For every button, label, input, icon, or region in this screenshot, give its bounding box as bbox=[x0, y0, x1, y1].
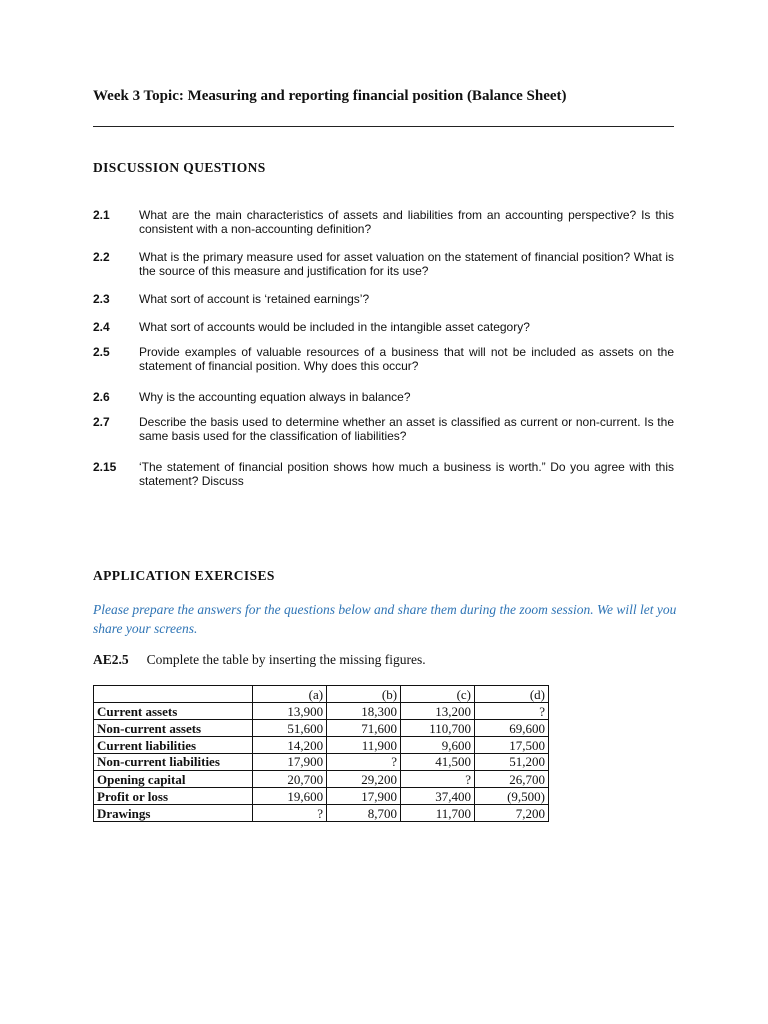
table-cell: 14,200 bbox=[253, 737, 327, 754]
table-cell: 110,700 bbox=[401, 720, 475, 737]
row-label: Drawings bbox=[94, 805, 253, 822]
table-cell: 18,300 bbox=[327, 703, 401, 720]
table-row bbox=[94, 737, 549, 754]
question-text: What sort of accounts would be included in the intangible asset category? bbox=[139, 320, 530, 334]
question-number: 2.15 bbox=[93, 460, 117, 474]
table-row bbox=[94, 754, 549, 771]
table-cell: 51,600 bbox=[253, 720, 327, 737]
missing-figures-table bbox=[93, 685, 549, 822]
question-text: ‘The statement of financial position shows how much a business is worth.” Do you agree with this statement? Discuss bbox=[139, 460, 674, 488]
question-number: 2.5 bbox=[93, 345, 110, 359]
question-number: 2.2 bbox=[93, 250, 110, 264]
table-row bbox=[94, 788, 549, 805]
table-cell: 51,200 bbox=[475, 754, 549, 771]
table-cell: ? bbox=[475, 703, 549, 720]
table-cell: 9,600 bbox=[401, 737, 475, 754]
table-row bbox=[94, 720, 549, 737]
table-cell: 13,900 bbox=[253, 703, 327, 720]
table-cell: 71,600 bbox=[327, 720, 401, 737]
table-corner-cell bbox=[94, 686, 253, 703]
table-cell: 41,500 bbox=[401, 754, 475, 771]
question-number: 2.7 bbox=[93, 415, 110, 429]
question-text: Describe the basis used to determine whether an asset is classified as current or non-current. Is the same basis used for the classification of liabilities? bbox=[139, 415, 674, 443]
table-cell: ? bbox=[401, 771, 475, 788]
table-row bbox=[94, 703, 549, 720]
table-row bbox=[94, 771, 549, 788]
row-label: Non-current assets bbox=[94, 720, 253, 737]
table-cell: 11,900 bbox=[327, 737, 401, 754]
row-label: Profit or loss bbox=[94, 788, 253, 805]
column-header: (d) bbox=[475, 686, 549, 703]
row-label: Non-current liabilities bbox=[94, 754, 253, 771]
exercise-id: AE2.5 bbox=[93, 652, 129, 667]
column-header: (a) bbox=[253, 686, 327, 703]
discussion-heading: DISCUSSION QUESTIONS bbox=[93, 160, 266, 175]
table-cell: 7,200 bbox=[475, 805, 549, 822]
question-number: 2.4 bbox=[93, 320, 110, 334]
instruction-text: Please prepare the answers for the questions below and share them during the zoom session. We will let you share your screens. bbox=[93, 602, 677, 636]
table-cell: 29,200 bbox=[327, 771, 401, 788]
question-text: What is the primary measure used for asset valuation on the statement of financial position? What is the source of this measure and justification for its use? bbox=[139, 250, 674, 278]
row-label: Current liabilities bbox=[94, 737, 253, 754]
table-cell: 19,600 bbox=[253, 788, 327, 805]
application-heading: APPLICATION EXERCISES bbox=[93, 568, 275, 583]
question-text: Provide examples of valuable resources of a business that will not be included as assets on the statement of financial position. Why does this occur? bbox=[139, 345, 674, 373]
table-cell: ? bbox=[253, 805, 327, 822]
exercise-line bbox=[93, 652, 426, 668]
table-cell: 17,900 bbox=[327, 788, 401, 805]
question-number: 2.1 bbox=[93, 208, 110, 222]
table-cell: 8,700 bbox=[327, 805, 401, 822]
column-header: (b) bbox=[327, 686, 401, 703]
question-text: Why is the accounting equation always in balance? bbox=[139, 390, 411, 404]
table-cell: 11,700 bbox=[401, 805, 475, 822]
table-cell: ? bbox=[327, 754, 401, 771]
table-cell: 37,400 bbox=[401, 788, 475, 805]
table-cell: 69,600 bbox=[475, 720, 549, 737]
table-cell: 13,200 bbox=[401, 703, 475, 720]
question-number: 2.6 bbox=[93, 390, 110, 404]
row-label: Opening capital bbox=[94, 771, 253, 788]
page-title: Week 3 Topic: Measuring and reporting financial position (Balance Sheet) bbox=[93, 88, 567, 104]
question-text: What sort of account is ‘retained earnings’? bbox=[139, 292, 370, 306]
table-cell: (9,500) bbox=[475, 788, 549, 805]
table-cell: 17,500 bbox=[475, 737, 549, 754]
row-label: Current assets bbox=[94, 703, 253, 720]
table-row bbox=[94, 805, 549, 822]
table-header-row bbox=[94, 686, 549, 703]
table-cell: 26,700 bbox=[475, 771, 549, 788]
question-number: 2.3 bbox=[93, 292, 110, 306]
title-divider bbox=[93, 126, 674, 127]
question-text: What are the main characteristics of assets and liabilities from an accounting perspective? Is this consistent with a non-accounting definition? bbox=[139, 208, 674, 236]
table-cell: 17,900 bbox=[253, 754, 327, 771]
table-cell: 20,700 bbox=[253, 771, 327, 788]
exercise-text: Complete the table by inserting the missing figures. bbox=[146, 652, 426, 667]
column-header: (c) bbox=[401, 686, 475, 703]
